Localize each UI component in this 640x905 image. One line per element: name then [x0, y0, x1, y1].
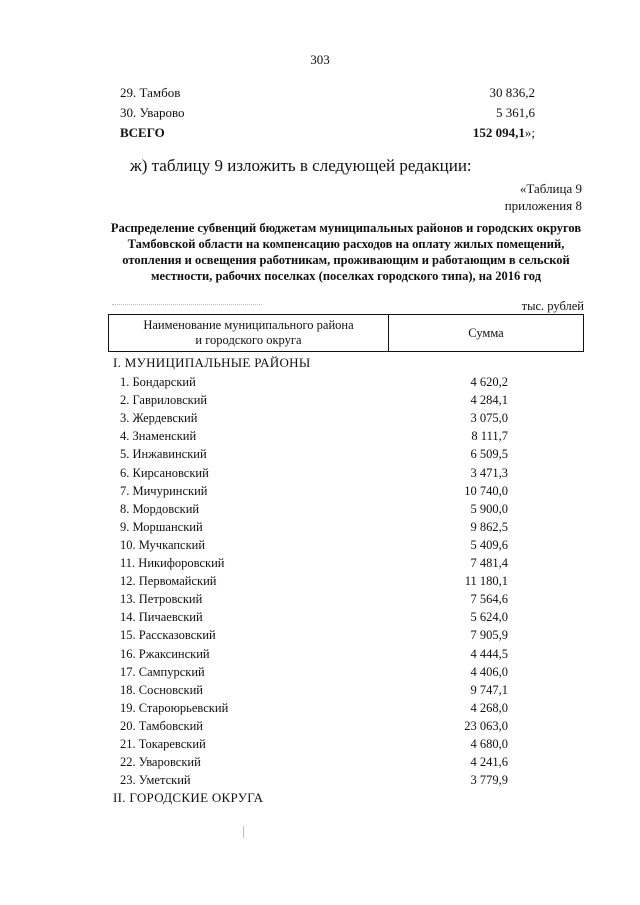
row-name: 19. Староюрьевский: [120, 700, 229, 715]
row-name: 1. Бондарский: [120, 375, 196, 389]
row-name: 4. Знаменский: [120, 429, 197, 444]
scan-artifact-line: [112, 304, 262, 305]
row-value: 4 284,1: [470, 393, 508, 408]
row-name: 3. Жердевский: [120, 411, 198, 426]
row-value: 10 740,0: [464, 483, 508, 498]
table-row: [120, 373, 508, 391]
row-name: 17. Сампурский: [120, 664, 205, 679]
table-row: [120, 626, 508, 644]
section-heading-districts: I. МУНИЦИПАЛЬНЫЕ РАЙОНЫ: [113, 355, 311, 370]
instruction-text: ж) таблицу 9 изложить в следующей редакции:: [130, 156, 472, 175]
table-header: [108, 314, 584, 352]
page-number: 303: [310, 52, 330, 67]
table-title: Распределение субвенций бюджетам муниципальных районов и городских округов Тамбовской области на компенсацию расходов на оплату жилых помещений, отопления и освещения работникам, проживающим и работающим в сельской местности, рабочих поселках (поселках городского типа), на 2016 год: [110, 221, 582, 283]
table-row: [120, 608, 508, 626]
row-name: 30. Уварово: [120, 105, 185, 120]
row-name: 23. Уметский: [120, 773, 191, 788]
row-value: 9 862,5: [470, 519, 508, 534]
row-name: 2. Гавриловский: [120, 393, 208, 408]
scan-artifact-mark: [243, 826, 244, 838]
row-value: 5 624,0: [470, 610, 508, 625]
table-row: [120, 409, 508, 427]
row-value: 7 905,9: [470, 628, 508, 643]
row-value: 3 471,3: [470, 465, 508, 480]
table-row: [120, 590, 508, 608]
table-row: [120, 735, 508, 753]
row-value: 3 075,0: [470, 411, 508, 426]
total-label: ВСЕГО: [120, 125, 165, 140]
row-name: 5. Инжавинский: [120, 447, 207, 462]
row-name: 29. Тамбов: [120, 85, 181, 100]
row-value: 11 180,1: [464, 574, 508, 589]
section-heading-city-districts: II. ГОРОДСКИЕ ОКРУГА: [113, 790, 264, 805]
header-name-line-1: Наименование муниципального района: [143, 318, 354, 332]
table-row: [120, 500, 508, 518]
row-name: 21. Токаревский: [120, 737, 206, 751]
table-row: [120, 536, 508, 554]
row-value: 7 564,6: [470, 592, 508, 607]
header-sum-cell: Сумма: [468, 325, 504, 340]
table-row: [120, 427, 508, 445]
table-row: [120, 771, 508, 789]
row-name: 14. Пичаевский: [120, 610, 203, 625]
table-row: [120, 681, 508, 699]
row-name: 13. Петровский: [120, 592, 203, 607]
table-row: [120, 554, 508, 572]
row-value: 4 680,0: [470, 737, 508, 751]
row-name: 12. Первомайский: [120, 574, 217, 589]
row-value: 4 406,0: [470, 664, 508, 679]
table-row: [120, 699, 508, 717]
total-value: 152 094,1: [472, 125, 525, 140]
row-value: 4 268,0: [470, 700, 508, 715]
row-value: 6 509,5: [470, 447, 508, 462]
table-row: [120, 645, 508, 663]
header-name-line-2: и городского округа: [195, 333, 302, 347]
row-value: 4 444,5: [470, 646, 508, 661]
row-name: 6. Кирсановский: [120, 465, 209, 480]
row-value: 5 409,6: [470, 537, 508, 552]
header-name-cell: [109, 315, 389, 351]
row-name: 9. Моршанский: [120, 519, 203, 534]
row-value: 3 779,9: [470, 773, 508, 788]
caption-line-1: «Таблица 9: [519, 181, 582, 196]
row-name: 20. Тамбовский: [120, 718, 203, 733]
row-value: 5 900,0: [470, 501, 508, 516]
caption-line-2: приложения 8: [504, 198, 582, 213]
row-name: 15. Рассказовский: [120, 628, 216, 643]
table-caption: [440, 180, 582, 214]
row-value: 4 241,6: [470, 755, 508, 770]
row-value: 23 063,0: [464, 718, 508, 733]
table-row: [120, 663, 508, 681]
row-value: 7 481,4: [470, 556, 508, 570]
table-row: [120, 717, 508, 735]
units-label: тыс. рублей: [521, 299, 584, 313]
row-value: 5 361,6: [496, 105, 535, 120]
table-row: [120, 445, 508, 463]
row-value: 30 836,2: [489, 85, 535, 100]
row-name: 7. Мичуринский: [120, 483, 208, 498]
table-row: [120, 572, 508, 590]
row-name: 8. Мордовский: [120, 501, 200, 516]
table-row: [120, 482, 508, 500]
row-name: 11. Никифоровский: [120, 556, 225, 570]
row-name: 16. Ржаксинский: [120, 646, 210, 661]
total-suffix: »;: [524, 125, 535, 140]
table-row: [120, 391, 508, 409]
row-name: 10. Мучкапский: [120, 537, 206, 552]
table-row: [120, 464, 508, 482]
row-name: 22. Уваровский: [120, 755, 201, 770]
table-row: [120, 518, 508, 536]
total-value-group: [473, 125, 535, 141]
row-name: 18. Сосновский: [120, 682, 203, 697]
table-row: [120, 753, 508, 771]
row-value: 9 747,1: [470, 682, 508, 697]
row-value: 8 111,7: [471, 429, 508, 444]
row-value: 4 620,2: [470, 375, 508, 389]
